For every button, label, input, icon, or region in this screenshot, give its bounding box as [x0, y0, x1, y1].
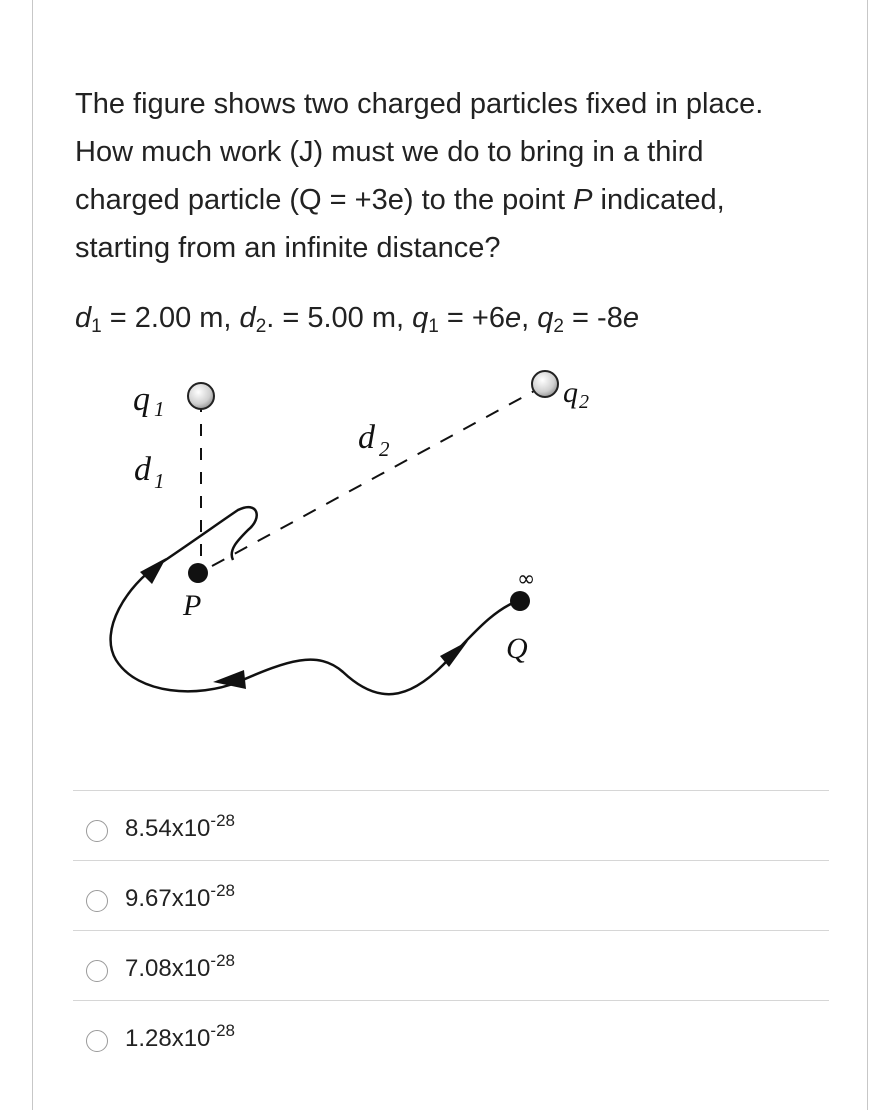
- answer-3-base: 7.08x10: [125, 955, 211, 982]
- question-line-4: starting from an infinite distance?: [75, 232, 501, 264]
- particle-path: [111, 507, 521, 694]
- q-particle-dot: [510, 591, 530, 611]
- answer-4-base: 1.28x10: [125, 1025, 211, 1052]
- q2-value: = -8: [563, 302, 623, 334]
- answer-3-exp: -28: [210, 951, 235, 970]
- d1-sub: 1: [91, 316, 102, 337]
- question-line-1: The figure shows two charged particles fixed in place.: [75, 88, 764, 120]
- q1-label: q: [133, 381, 150, 418]
- question-line-2: How much work (J) must we do to bring in a third: [75, 136, 704, 168]
- charges-diagram: [78, 360, 598, 730]
- q1-unit: e: [505, 302, 522, 334]
- d2-value: . = 5.00 m,: [266, 302, 413, 334]
- d2-dashed-line: [212, 390, 536, 566]
- d1-value: = 2.00 m,: [101, 302, 240, 334]
- q2-label-sub: 2: [579, 391, 589, 413]
- d2-var: d: [239, 302, 256, 334]
- answer-2-base: 9.67x10: [125, 885, 211, 912]
- q1-sub: 1: [428, 316, 439, 337]
- question-block: [75, 80, 845, 338]
- d1-label: d: [134, 451, 151, 488]
- infinity-label: ∞: [517, 567, 536, 592]
- d1-var: d: [75, 302, 92, 334]
- q1-charge: [188, 383, 214, 409]
- radio-button-3[interactable]: [86, 960, 108, 982]
- q2-charge: [532, 371, 558, 397]
- answer-label-3: [125, 951, 235, 983]
- question-text: [75, 80, 845, 272]
- path-arrow-3: [140, 558, 166, 584]
- d2-sub: 2: [255, 316, 267, 337]
- given-separator: ,: [521, 302, 538, 334]
- question-line-3a: charged particle (Q = +3e) to the point: [75, 184, 574, 216]
- d2-label-sub: 2: [379, 437, 390, 461]
- q1-value: = +6: [438, 302, 505, 334]
- q2-label: q: [563, 376, 578, 409]
- answer-label-4: [125, 1021, 235, 1053]
- d1-label-sub: 1: [154, 469, 165, 493]
- charges-figure: [78, 360, 598, 730]
- p-label: P: [183, 589, 202, 622]
- q1-label-sub: 1: [154, 397, 165, 421]
- q2-unit: e: [622, 302, 639, 334]
- answer-label-2: [125, 881, 235, 913]
- answer-label-1: [125, 811, 235, 843]
- radio-button-1[interactable]: [86, 820, 108, 842]
- answer-1-base: 8.54x10: [125, 815, 211, 842]
- radio-button-2[interactable]: [86, 890, 108, 912]
- answer-option-2[interactable]: [73, 861, 829, 931]
- question-panel: [32, 0, 868, 1110]
- answer-option-3[interactable]: [73, 931, 829, 1001]
- given-values: [75, 298, 845, 338]
- point-p-dot: [188, 563, 208, 583]
- answer-1-exp: -28: [210, 811, 235, 830]
- answer-4-exp: -28: [210, 1021, 235, 1040]
- answer-option-4[interactable]: [73, 1001, 829, 1070]
- q-label: Q: [506, 632, 528, 665]
- d2-label: d: [358, 419, 375, 456]
- answer-options: [73, 790, 829, 1070]
- radio-button-4[interactable]: [86, 1030, 108, 1052]
- answer-2-exp: -28: [210, 881, 235, 900]
- q2-sub: 2: [553, 316, 564, 337]
- answer-option-1[interactable]: [73, 791, 829, 861]
- question-line-3b: indicated,: [592, 184, 725, 216]
- q2-var: q: [537, 302, 554, 334]
- question-point-p: P: [573, 184, 593, 216]
- q1-var: q: [412, 302, 429, 334]
